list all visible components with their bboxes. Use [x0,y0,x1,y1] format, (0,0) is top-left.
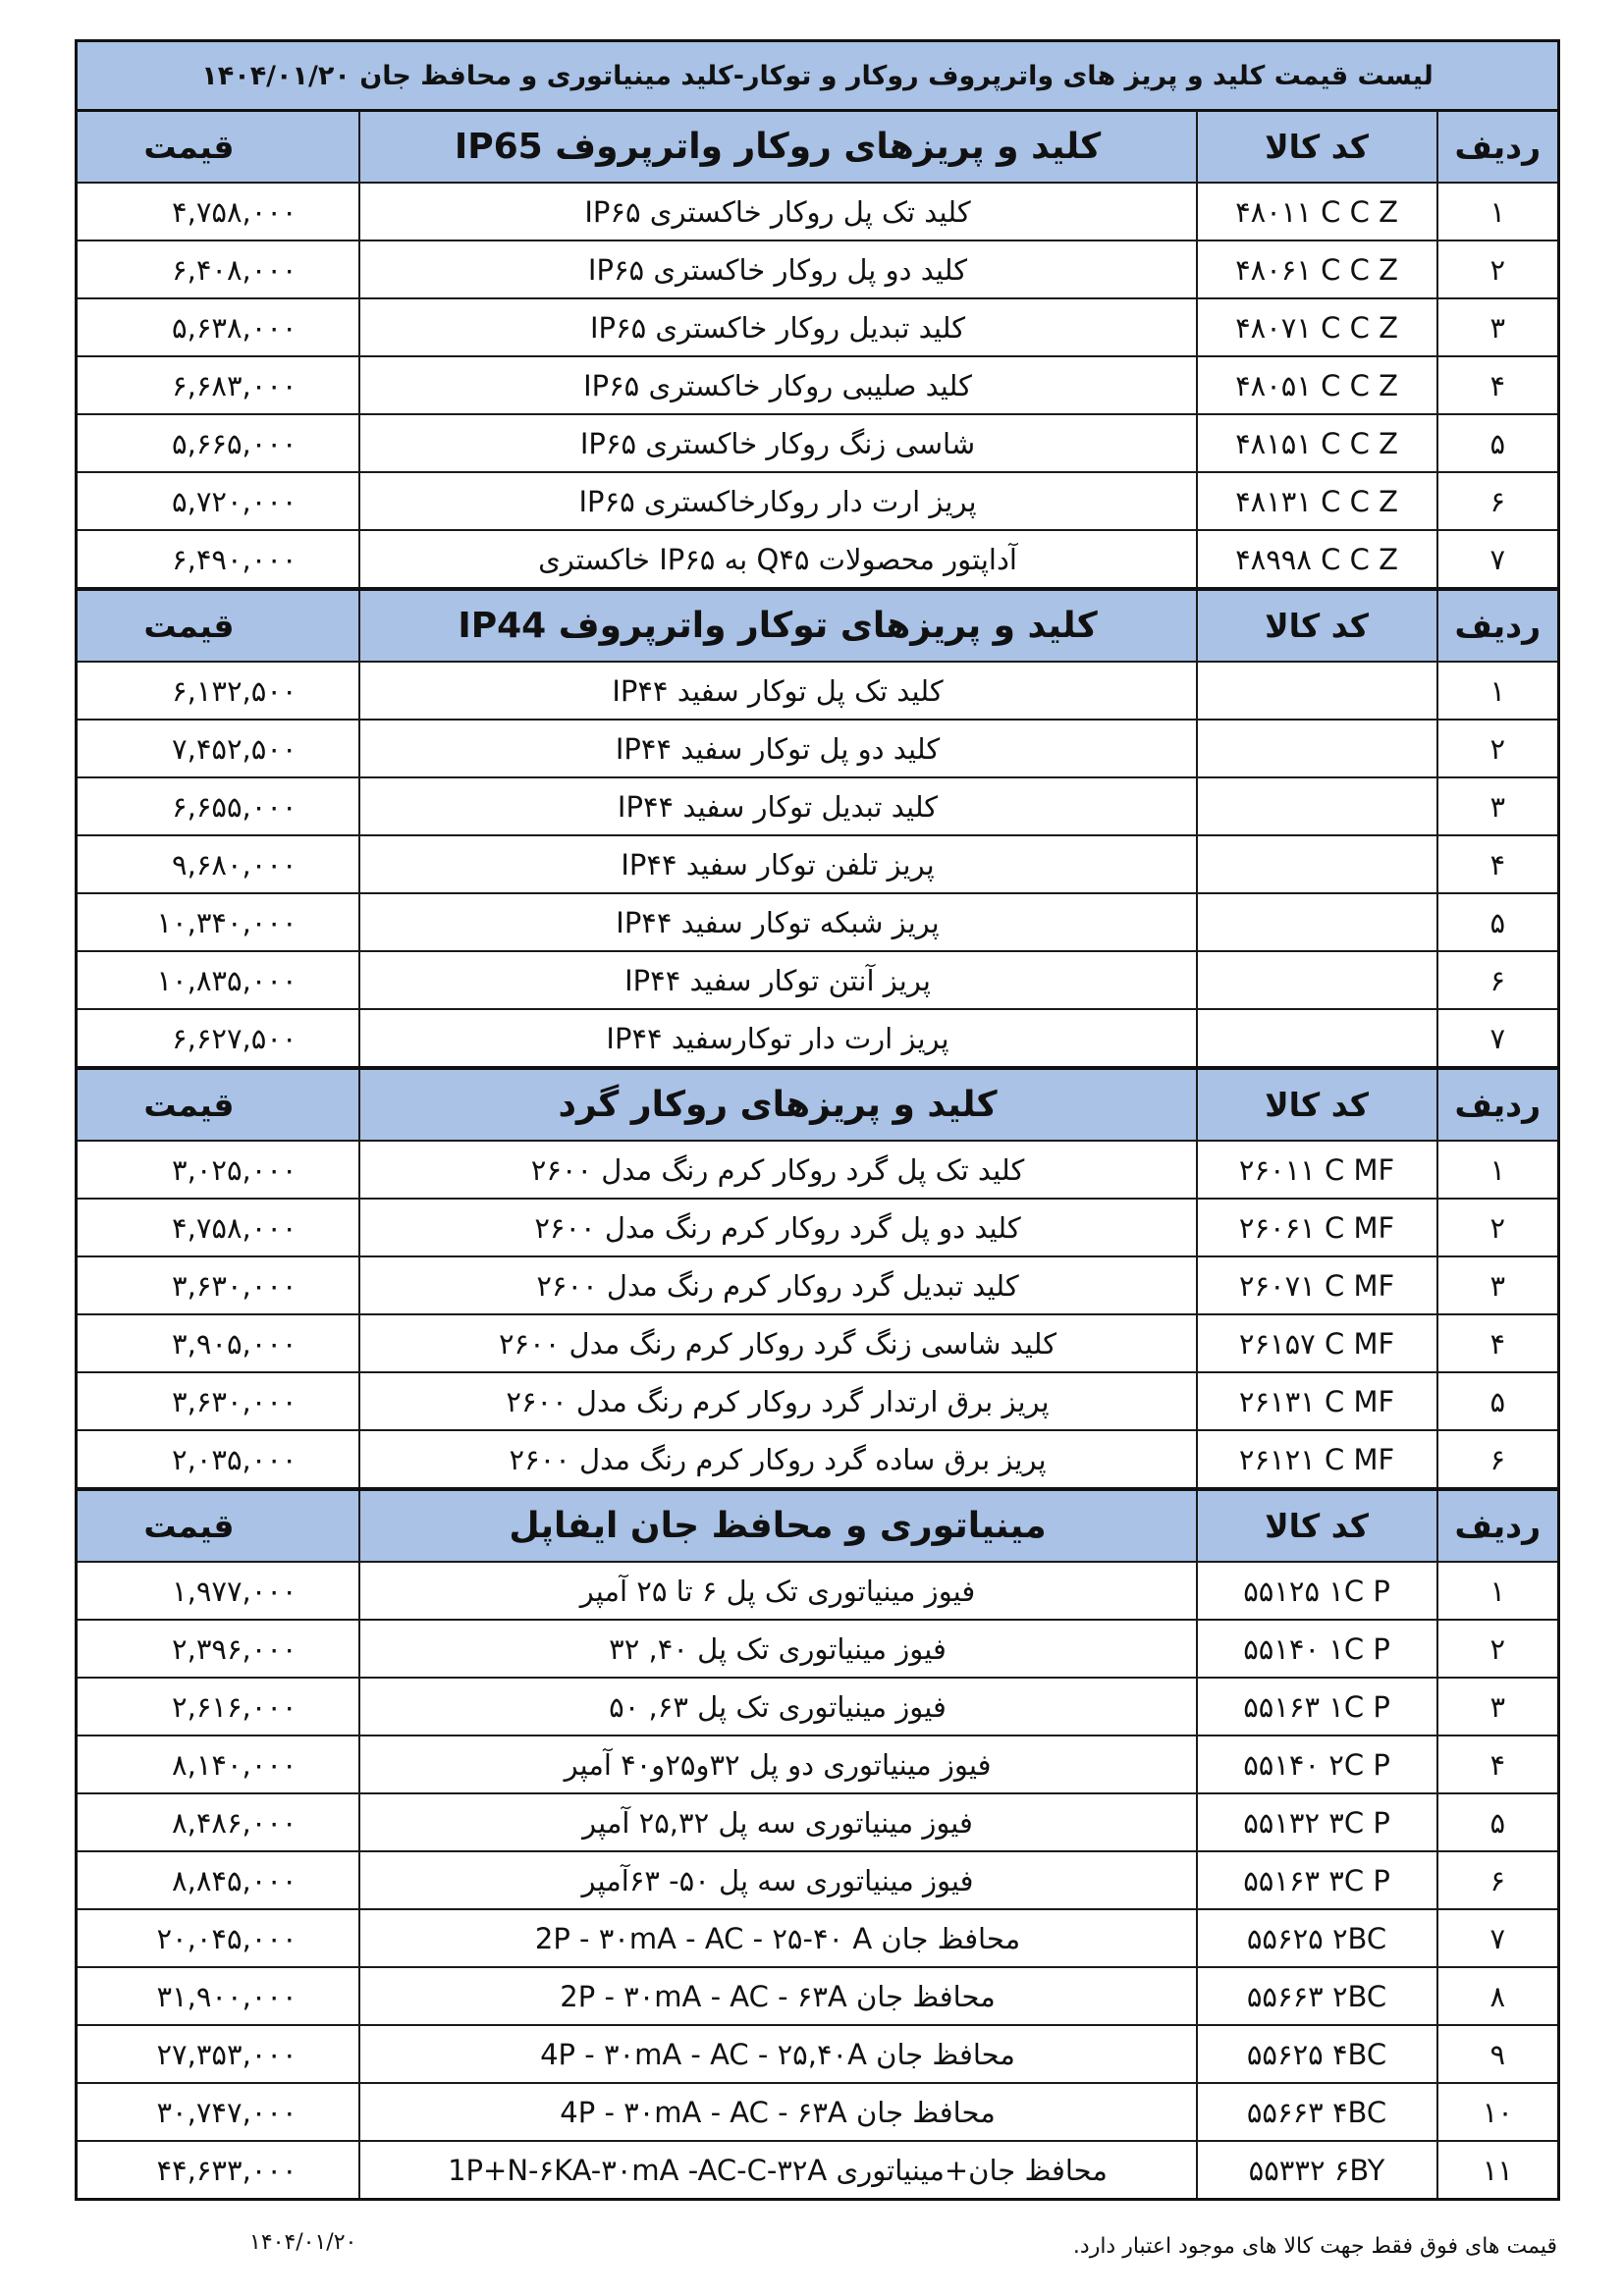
cell-idx: ۱ [1437,1141,1559,1199]
title-row [77,41,1559,111]
cell-desc: شاسی زنگ روکار خاکستری IP۶۵ [359,414,1197,472]
footer-date: ۱۴۰۴/۰۱/۲۰ [249,2230,357,2255]
table-row [77,951,1559,1009]
cell-price: ۵,۶۳۸,۰۰۰ [77,298,359,356]
footer [75,2230,1557,2273]
table-row [77,1678,1559,1735]
table-row [77,472,1559,530]
header-idx: ردیف [1437,1068,1559,1141]
cell-idx: ۱۱ [1437,2141,1559,2200]
cell-desc: فیوز مینیاتوری سه پل ۲۵,۳۲ آمپر [359,1793,1197,1851]
cell-code [1197,893,1437,951]
cell-code: ۲۶۱۲۱ C MF [1197,1430,1437,1489]
table-row [77,530,1559,589]
cell-price: ۶,۴۰۸,۰۰۰ [77,240,359,298]
cell-price: ۹,۶۸۰,۰۰۰ [77,835,359,893]
cell-desc: کلید تک پل توکار سفید IP۴۴ [359,662,1197,720]
table-row [77,1793,1559,1851]
cell-desc: کلید صلیبی روکار خاکستری IP۶۵ [359,356,1197,414]
section-header-row [77,1068,1559,1141]
price-list-sheet [75,39,1557,2201]
cell-desc: فیوز مینیاتوری تک پل ۴۰, ۳۲ [359,1620,1197,1678]
cell-price: ۸,۴۸۶,۰۰۰ [77,1793,359,1851]
section-header-row [77,1489,1559,1562]
header-desc: کلید و پریزهای توکار واترپروف IP44 [359,589,1197,662]
header-code: کد کالا [1197,1068,1437,1141]
header-code: کد کالا [1197,1489,1437,1562]
cell-code: ۴۸۰۶۱ C C Z [1197,240,1437,298]
table-row [77,2083,1559,2141]
cell-desc: پریز تلفن توکار سفید IP۴۴ [359,835,1197,893]
cell-idx: ۷ [1437,530,1559,589]
cell-idx: ۲ [1437,1620,1559,1678]
cell-price: ۱۰,۸۳۵,۰۰۰ [77,951,359,1009]
cell-idx: ۲ [1437,720,1559,777]
header-price: قیمت [77,1489,359,1562]
cell-price: ۳۱,۹۰۰,۰۰۰ [77,1967,359,2025]
cell-idx: ۷ [1437,1009,1559,1068]
table-row [77,1141,1559,1199]
table-row [77,414,1559,472]
cell-price: ۸,۱۴۰,۰۰۰ [77,1735,359,1793]
cell-code [1197,777,1437,835]
cell-price: ۶,۴۹۰,۰۰۰ [77,530,359,589]
cell-code: ۵۵۱۲۵ ۱C P [1197,1562,1437,1620]
cell-idx: ۴ [1437,1735,1559,1793]
cell-price: ۳,۶۳۰,۰۰۰ [77,1256,359,1314]
cell-price: ۴,۷۵۸,۰۰۰ [77,1199,359,1256]
cell-idx: ۴ [1437,356,1559,414]
cell-code: ۵۵۱۶۳ ۳C P [1197,1851,1437,1909]
header-code: کد کالا [1197,589,1437,662]
cell-code: ۴۸۱۵۱ C C Z [1197,414,1437,472]
table-row [77,356,1559,414]
cell-desc: کلید تک پل روکار خاکستری IP۶۵ [359,183,1197,240]
cell-desc: پریز برق ارتدار گرد روکار کرم رنگ مدل ۲۶۰۰ [359,1372,1197,1430]
table-row [77,2141,1559,2200]
cell-code: ۲۶۰۷۱ C MF [1197,1256,1437,1314]
header-desc: مینیاتوری و محافظ جان ایفاپل [359,1489,1197,1562]
table-row [77,2025,1559,2083]
cell-code [1197,1009,1437,1068]
cell-desc: پریز برق ساده گرد روکار کرم رنگ مدل ۲۶۰۰ [359,1430,1197,1489]
table-row [77,1430,1559,1489]
cell-desc: پریز ارت دار توکارسفید IP۴۴ [359,1009,1197,1068]
table-row [77,835,1559,893]
cell-code: ۴۸۰۱۱ C C Z [1197,183,1437,240]
cell-desc: فیوز مینیاتوری سه پل ۵۰- ۶۳آمپر [359,1851,1197,1909]
cell-price: ۲۷,۳۵۳,۰۰۰ [77,2025,359,2083]
cell-desc: محافظ جان 2P - ۳۰mA - AC - ۶۳A [359,1967,1197,2025]
table-row [77,1314,1559,1372]
cell-idx: ۲ [1437,240,1559,298]
cell-idx: ۱ [1437,662,1559,720]
cell-idx: ۵ [1437,893,1559,951]
cell-price: ۵,۶۶۵,۰۰۰ [77,414,359,472]
cell-code: ۴۸۰۵۱ C C Z [1197,356,1437,414]
price-table [75,39,1560,2201]
cell-code: ۵۵۶۶۳ ۴BC [1197,2083,1437,2141]
cell-desc: آداپتور محصولات Q۴۵ به IP۶۵ خاکستری [359,530,1197,589]
cell-code: ۲۶۱۵۷ C MF [1197,1314,1437,1372]
cell-desc: محافظ جان 2P - ۳۰mA - AC - ۲۵-۴۰ A [359,1909,1197,1967]
table-row [77,298,1559,356]
cell-code: ۵۵۱۳۲ ۳C P [1197,1793,1437,1851]
section-header-row [77,111,1559,184]
section-header-row [77,589,1559,662]
cell-price: ۴۴,۶۳۳,۰۰۰ [77,2141,359,2200]
cell-price: ۱۰,۳۴۰,۰۰۰ [77,893,359,951]
table-row [77,1851,1559,1909]
cell-price: ۲۰,۰۴۵,۰۰۰ [77,1909,359,1967]
cell-desc: کلید دو پل روکار خاکستری IP۶۵ [359,240,1197,298]
cell-code: ۵۵۶۲۵ ۴BC [1197,2025,1437,2083]
cell-code: ۴۸۱۳۱ C C Z [1197,472,1437,530]
cell-code: ۵۵۶۶۳ ۲BC [1197,1967,1437,2025]
cell-price: ۲,۶۱۶,۰۰۰ [77,1678,359,1735]
table-row [77,1256,1559,1314]
cell-desc: کلید تبدیل روکار خاکستری IP۶۵ [359,298,1197,356]
cell-idx: ۱ [1437,1562,1559,1620]
header-price: قیمت [77,589,359,662]
cell-desc: کلید دو پل گرد روکار کرم رنگ مدل ۲۶۰۰ [359,1199,1197,1256]
cell-idx: ۹ [1437,2025,1559,2083]
cell-price: ۳,۰۲۵,۰۰۰ [77,1141,359,1199]
cell-idx: ۶ [1437,951,1559,1009]
cell-code [1197,662,1437,720]
cell-desc: محافظ جان 4P - ۳۰mA - AC - ۲۵,۴۰A [359,2025,1197,2083]
cell-idx: ۶ [1437,472,1559,530]
table-row [77,662,1559,720]
table-row [77,1909,1559,1967]
cell-code: ۵۵۶۲۵ ۲BC [1197,1909,1437,1967]
cell-idx: ۶ [1437,1851,1559,1909]
cell-idx: ۱۰ [1437,2083,1559,2141]
cell-idx: ۳ [1437,777,1559,835]
cell-desc: فیوز مینیاتوری دو پل ۳۲و۲۵و۴۰ آمپر [359,1735,1197,1793]
cell-code: ۴۸۹۹۸ C C Z [1197,530,1437,589]
table-row [77,1562,1559,1620]
cell-code: ۵۵۱۶۳ ۱C P [1197,1678,1437,1735]
cell-idx: ۱ [1437,183,1559,240]
cell-price: ۶,۱۳۲,۵۰۰ [77,662,359,720]
cell-desc: کلید تک پل گرد روکار کرم رنگ مدل ۲۶۰۰ [359,1141,1197,1199]
header-desc: کلید و پریزهای روکار واترپروف IP65 [359,111,1197,184]
table-row [77,240,1559,298]
cell-price: ۴,۷۵۸,۰۰۰ [77,183,359,240]
cell-desc: کلید تبدیل توکار سفید IP۴۴ [359,777,1197,835]
cell-desc: پریز ارت دار روکارخاکستری IP۶۵ [359,472,1197,530]
cell-desc: کلید تبدیل گرد روکار کرم رنگ مدل ۲۶۰۰ [359,1256,1197,1314]
cell-price: ۲,۰۳۵,۰۰۰ [77,1430,359,1489]
cell-desc: پریز شبکه توکار سفید IP۴۴ [359,893,1197,951]
cell-idx: ۴ [1437,835,1559,893]
cell-idx: ۳ [1437,1678,1559,1735]
cell-code [1197,951,1437,1009]
cell-desc: فیوز مینیاتوری تک پل ۶ تا ۲۵ آمپر [359,1562,1197,1620]
cell-code: ۵۵۱۴۰ ۲C P [1197,1735,1437,1793]
cell-code: ۲۶۰۶۱ C MF [1197,1199,1437,1256]
cell-desc: فیوز مینیاتوری تک پل ۶۳, ۵۰ [359,1678,1197,1735]
cell-idx: ۵ [1437,1793,1559,1851]
cell-idx: ۶ [1437,1430,1559,1489]
table-row [77,1620,1559,1678]
table-row [77,777,1559,835]
cell-idx: ۲ [1437,1199,1559,1256]
cell-price: ۶,۶۵۵,۰۰۰ [77,777,359,835]
header-idx: ردیف [1437,589,1559,662]
header-price: قیمت [77,111,359,184]
header-desc: کلید و پریزهای روکار گرد [359,1068,1197,1141]
table-row [77,720,1559,777]
table-row [77,1009,1559,1068]
cell-price: ۲,۳۹۶,۰۰۰ [77,1620,359,1678]
cell-code [1197,835,1437,893]
cell-price: ۵,۷۲۰,۰۰۰ [77,472,359,530]
cell-code: ۴۸۰۷۱ C C Z [1197,298,1437,356]
cell-idx: ۳ [1437,1256,1559,1314]
table-row [77,893,1559,951]
footer-note: قیمت های فوق فقط جهت کالا های موجود اعتبار دارد. [1072,2234,1557,2259]
page-title: لیست قیمت کلید و پریز های واترپروف روکار و توکار-کلید مینیاتوری و محافظ جان ۱۴۰۴/۰۱/۲۰ [77,41,1559,111]
cell-desc: پریز آنتن توکار سفید IP۴۴ [359,951,1197,1009]
cell-code: ۵۵۱۴۰ ۱C P [1197,1620,1437,1678]
cell-price: ۳,۶۳۰,۰۰۰ [77,1372,359,1430]
cell-price: ۳۰,۷۴۷,۰۰۰ [77,2083,359,2141]
cell-idx: ۷ [1437,1909,1559,1967]
table-row [77,183,1559,240]
cell-price: ۶,۶۸۳,۰۰۰ [77,356,359,414]
cell-code: ۲۶۱۳۱ C MF [1197,1372,1437,1430]
cell-idx: ۸ [1437,1967,1559,2025]
header-code: کد کالا [1197,111,1437,184]
cell-price: ۸,۸۴۵,۰۰۰ [77,1851,359,1909]
cell-idx: ۵ [1437,1372,1559,1430]
cell-idx: ۵ [1437,414,1559,472]
cell-idx: ۴ [1437,1314,1559,1372]
cell-desc: کلید شاسی زنگ گرد روکار کرم رنگ مدل ۲۶۰۰ [359,1314,1197,1372]
cell-desc: کلید دو پل توکار سفید IP۴۴ [359,720,1197,777]
cell-price: ۶,۶۲۷,۵۰۰ [77,1009,359,1068]
table-row [77,1967,1559,2025]
header-price: قیمت [77,1068,359,1141]
cell-code [1197,720,1437,777]
cell-price: ۱,۹۷۷,۰۰۰ [77,1562,359,1620]
cell-price: ۷,۴۵۲,۵۰۰ [77,720,359,777]
cell-price: ۳,۹۰۵,۰۰۰ [77,1314,359,1372]
table-row [77,1199,1559,1256]
header-idx: ردیف [1437,1489,1559,1562]
cell-code: ۲۶۰۱۱ C MF [1197,1141,1437,1199]
header-idx: ردیف [1437,111,1559,184]
table-row [77,1735,1559,1793]
table-row [77,1372,1559,1430]
cell-idx: ۳ [1437,298,1559,356]
cell-code: ۵۵۳۳۲ ۶BY [1197,2141,1437,2200]
cell-desc: محافظ جان+مینیاتوری 1P+N-۶KA-۳۰mA -AC-C-۳۲A [359,2141,1197,2200]
cell-desc: محافظ جان 4P - ۳۰mA - AC - ۶۳A [359,2083,1197,2141]
